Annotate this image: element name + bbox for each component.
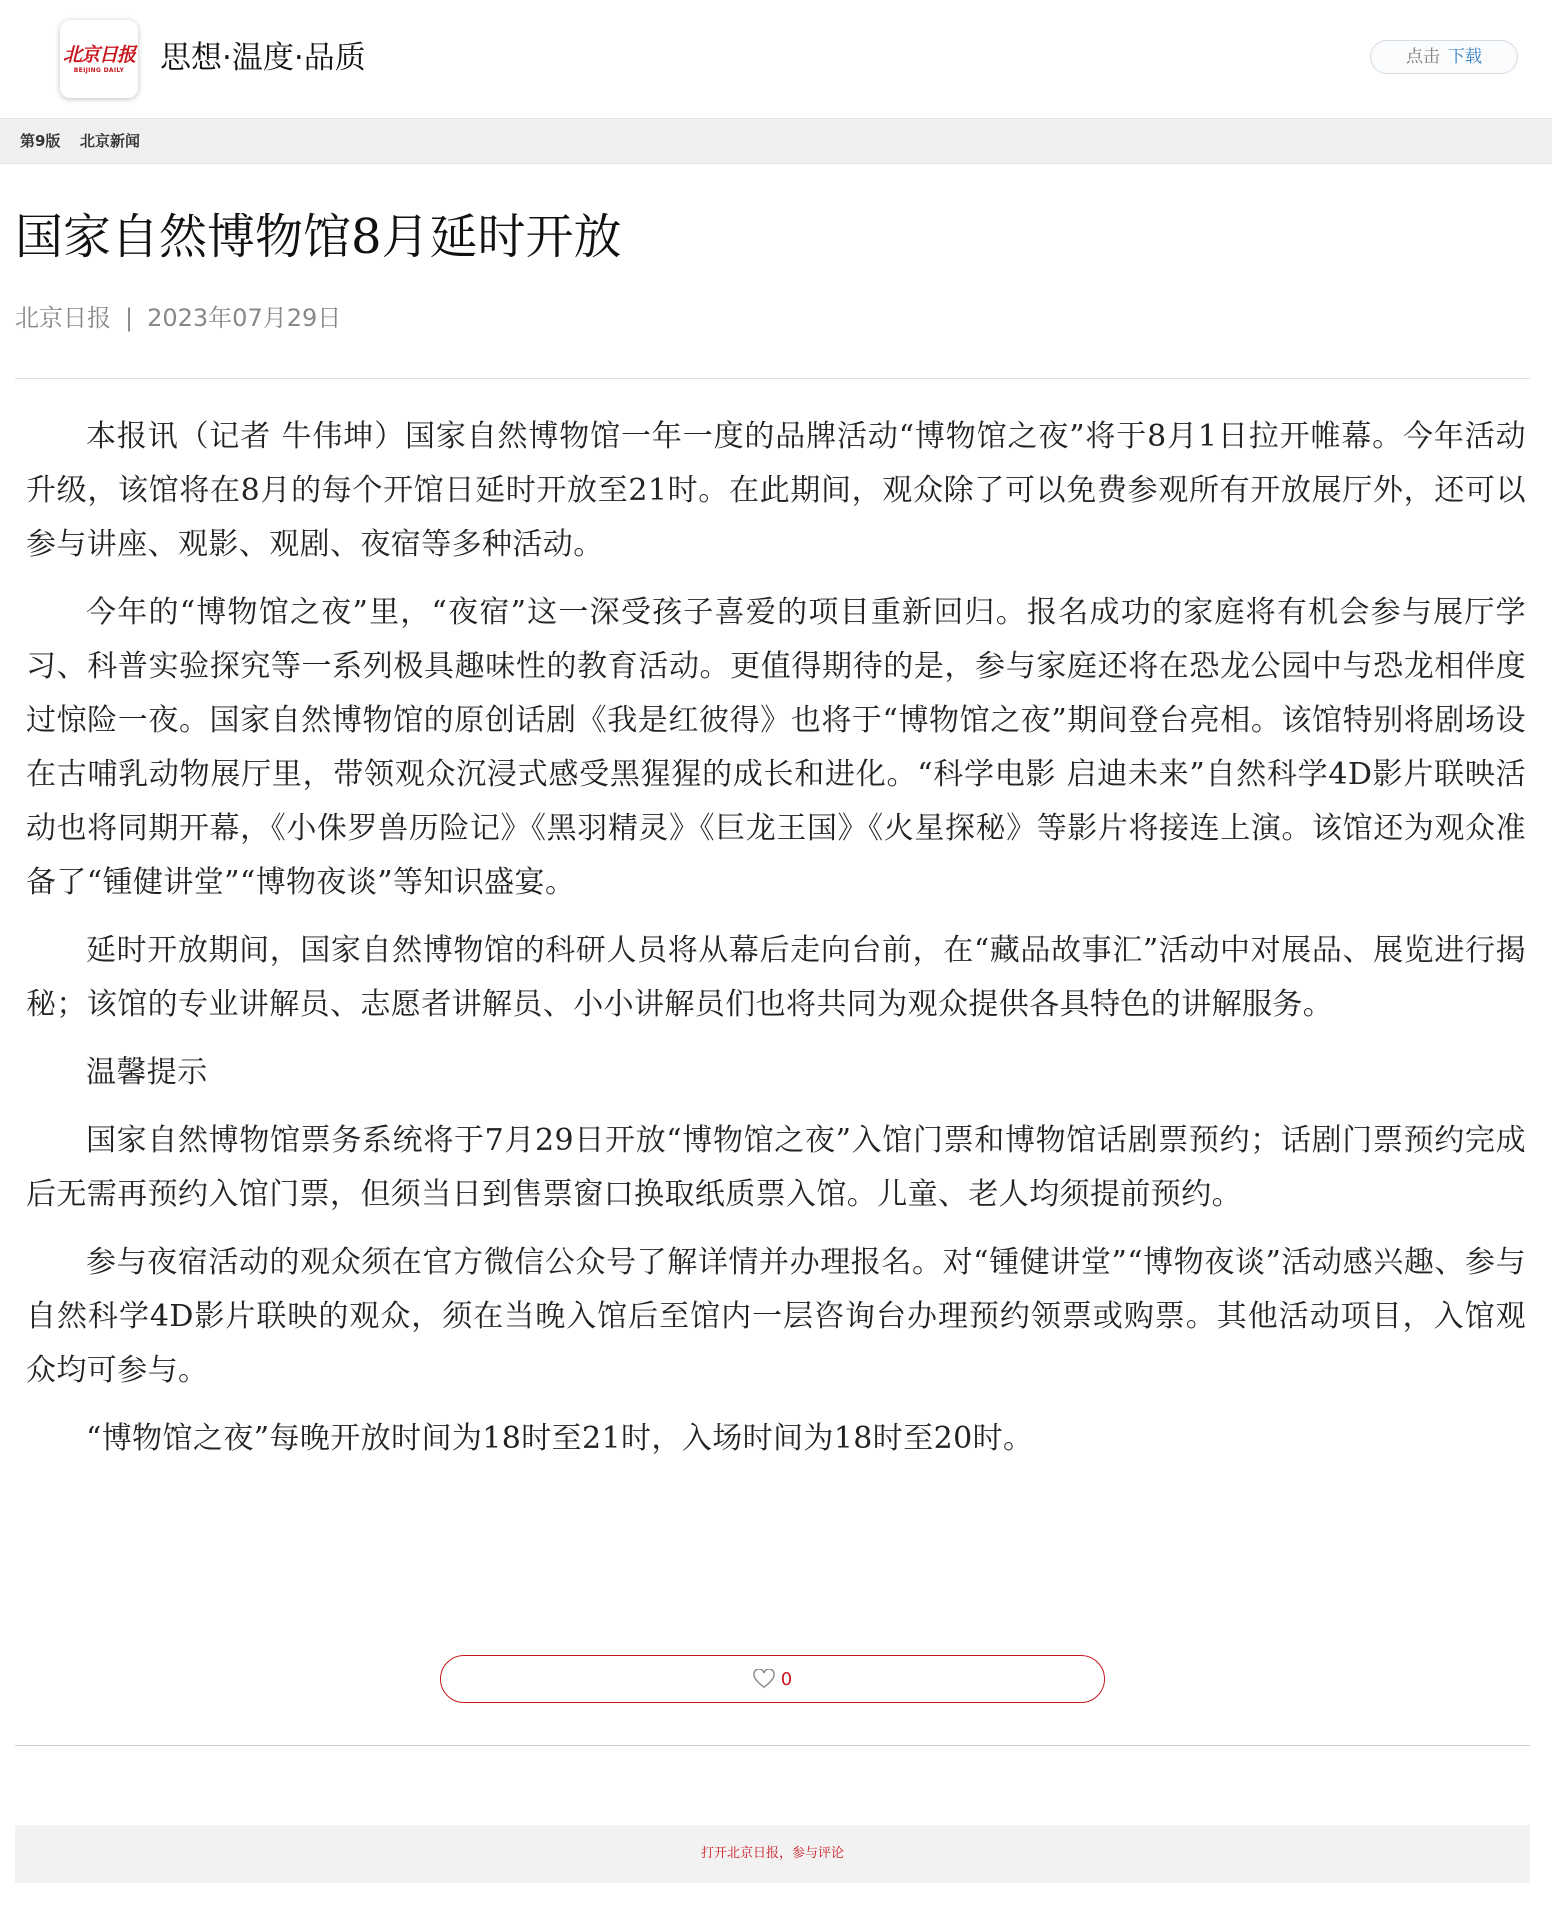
top-bar [0,0,1552,118]
section-bar [0,118,1552,164]
logo-text: 北京日报 [62,44,135,66]
comment-prompt-text: 打开北京日报，参与评论 [700,1846,844,1861]
article-title: 国家自然博物馆8月延时开放 [15,209,622,265]
download-prefix: 点击 [1406,47,1440,67]
paragraph: 国家自然博物馆票务系统将于7月29日开放“博物馆之夜”入馆门票和博物馆话剧票预约；话剧门票预约完成后无需再预约入馆门票，但须当日到售票窗口换取纸质票入馆。儿童、老人均须提前预约。 [26,1123,1526,1212]
paragraph: “博物馆之夜”每晚开放时间为18时至21时，入场时间为18时至20时。 [86,1421,1034,1456]
paragraph: 延时开放期间，国家自然博物馆的科研人员将从幕后走向台前，在“藏品故事汇”活动中对展品、展览进行揭秘；该馆的专业讲解员、志愿者讲解员、小小讲解员们也将共同为观众提供各具特色的讲解服务。 [26,933,1526,1022]
download-button[interactable] [1370,40,1518,74]
download-link[interactable]: 下载 [1448,47,1482,67]
heart-icon [753,1669,775,1689]
article-date: 2023年07月29日 [147,304,342,332]
app-logo[interactable] [60,20,138,98]
article-source: 北京日报 [15,304,111,332]
paragraph: 本报讯（记者 牛伟坤）国家自然博物馆一年一度的品牌活动“博物馆之夜”将于8月1日拉开帷幕。今年活动升级，该馆将在8月的每个开馆日延时开放至21时。在此期间，观众除了可以免费参观所有开放展厅外，还可以参与讲座、观影、观剧、夜宿等多种活动。 [26,419,1526,562]
article-meta [15,302,341,334]
meta-separator: | [125,304,134,332]
comment-prompt[interactable] [15,1825,1530,1883]
divider [15,378,1530,379]
like-count: 0 [780,1668,793,1690]
subheading: 温馨提示 [86,1055,208,1090]
page-number: 第9版 [20,132,61,150]
paragraph: 今年的“博物馆之夜”里，“夜宿”这一深受孩子喜爱的项目重新回归。报名成功的家庭将有机会参与展厅学习、科普实验探究等一系列极具趣味性的教育活动。更值得期待的是，参与家庭还将在恐龙公园中与恐龙相伴度过惊险一夜。国家自然博物馆的原创话剧《我是红彼得》也将于“博物馆之夜”期间登台亮相。该馆特别将剧场设在古哺乳动物展厅里，带领观众沉浸式感受黑猩猩的成长和进化。“科学电影 启迪未来”自然科学4D影片联映活动也将同期开幕，《小侏罗兽历险记》《黑羽精灵》《巨龙王国》《火星探秘》等影片将接连上演。该馆还为观众准备了“锺健讲堂”“博物夜谈”等知识盛宴。 [26,595,1526,900]
article-body [26,410,1526,1480]
divider [15,1745,1530,1746]
slogan: 思想·温度·品质 [160,40,366,76]
like-button[interactable] [440,1655,1105,1703]
section-name: 北京新闻 [80,132,141,150]
logo-subtext: BEIJING DAILY [73,67,125,74]
paragraph: 参与夜宿活动的观众须在官方微信公众号了解详情并办理报名。对“锺健讲堂”“博物夜谈”活动感兴趣、参与自然科学4D影片联映的观众，须在当晚入馆后至馆内一层咨询台办理预约领票或购票。其他活动项目，入馆观众均可参与。 [26,1245,1526,1388]
